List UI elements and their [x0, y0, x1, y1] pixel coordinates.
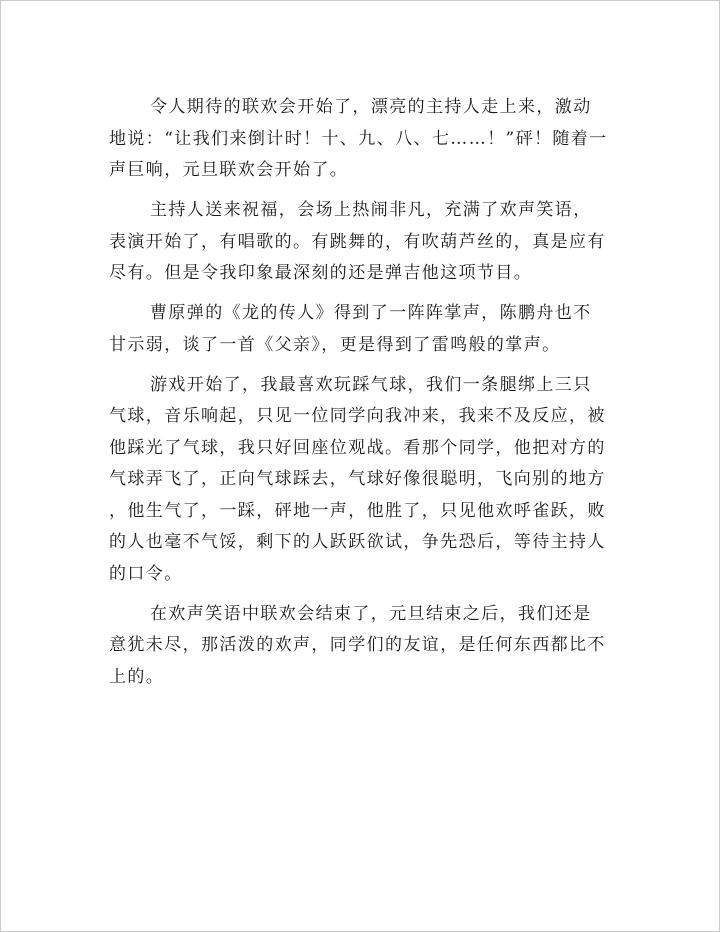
text-line: 的人也毫不气馁，剩下的人跃跃欲试，争先恐后，等待主持人	[109, 532, 606, 552]
text-line: 气球，音乐响起，只见一位同学向我冲来，我来不及反应，被	[109, 406, 606, 426]
text-line: 气球弄飞了，正向气球踩去，气球好像很聪明，飞向别的地方	[109, 469, 606, 489]
text-line: 地说：“让我们来倒计时！十、九、八、七……！”砰！随着一	[109, 128, 608, 149]
paragraph-game	[109, 370, 609, 591]
text-line: 令人期待的联欢会开始了，漂亮的主持人走上来，激动	[150, 97, 592, 117]
text-line: 表演开始了，有唱歌的。有跳舞的，有吹葫芦丝的，真是应有	[109, 231, 606, 252]
text-line: 声巨响，元旦联欢会开始了。	[109, 160, 349, 180]
text-line: 的口令。	[109, 563, 183, 584]
essay-body	[109, 92, 609, 702]
text-line: 曹原弹的《龙的传人》得到了一阵阵掌声，陈鹏舟也不	[150, 303, 592, 323]
text-line: ，他生气了，一踩，砰地一声，他胜了，只见他欢呼雀跃，败	[109, 500, 606, 521]
text-line: 主持人送来祝福，会场上热闹非凡，充满了欢声笑语，	[150, 200, 592, 220]
text-line: 意犹未尽，那活泼的欢声，同学们的友谊，是任何东西都比不	[109, 635, 606, 655]
text-line: 上的。	[109, 666, 165, 687]
paragraph-music	[109, 298, 609, 361]
paragraph-opening	[109, 92, 609, 187]
text-line: 他踩光了气球，我只好回座位观战。看那个同学，他把对方的	[109, 437, 606, 458]
paragraph-closing	[109, 599, 609, 694]
text-line: 在欢声笑语中联欢会结束了，元旦结束之后，我们还是	[150, 603, 592, 624]
paragraph-performances	[109, 195, 609, 290]
text-line: 甘示弱，谈了一首《父亲》，更是得到了雷鸣般的掌声。	[109, 334, 561, 355]
text-line: 游戏开始了，我最喜欢玩踩气球，我们一条腿绑上三只	[150, 374, 592, 395]
text-line: 尽有。但是令我印象最深刻的还是弹吉他这项节目。	[109, 263, 533, 283]
